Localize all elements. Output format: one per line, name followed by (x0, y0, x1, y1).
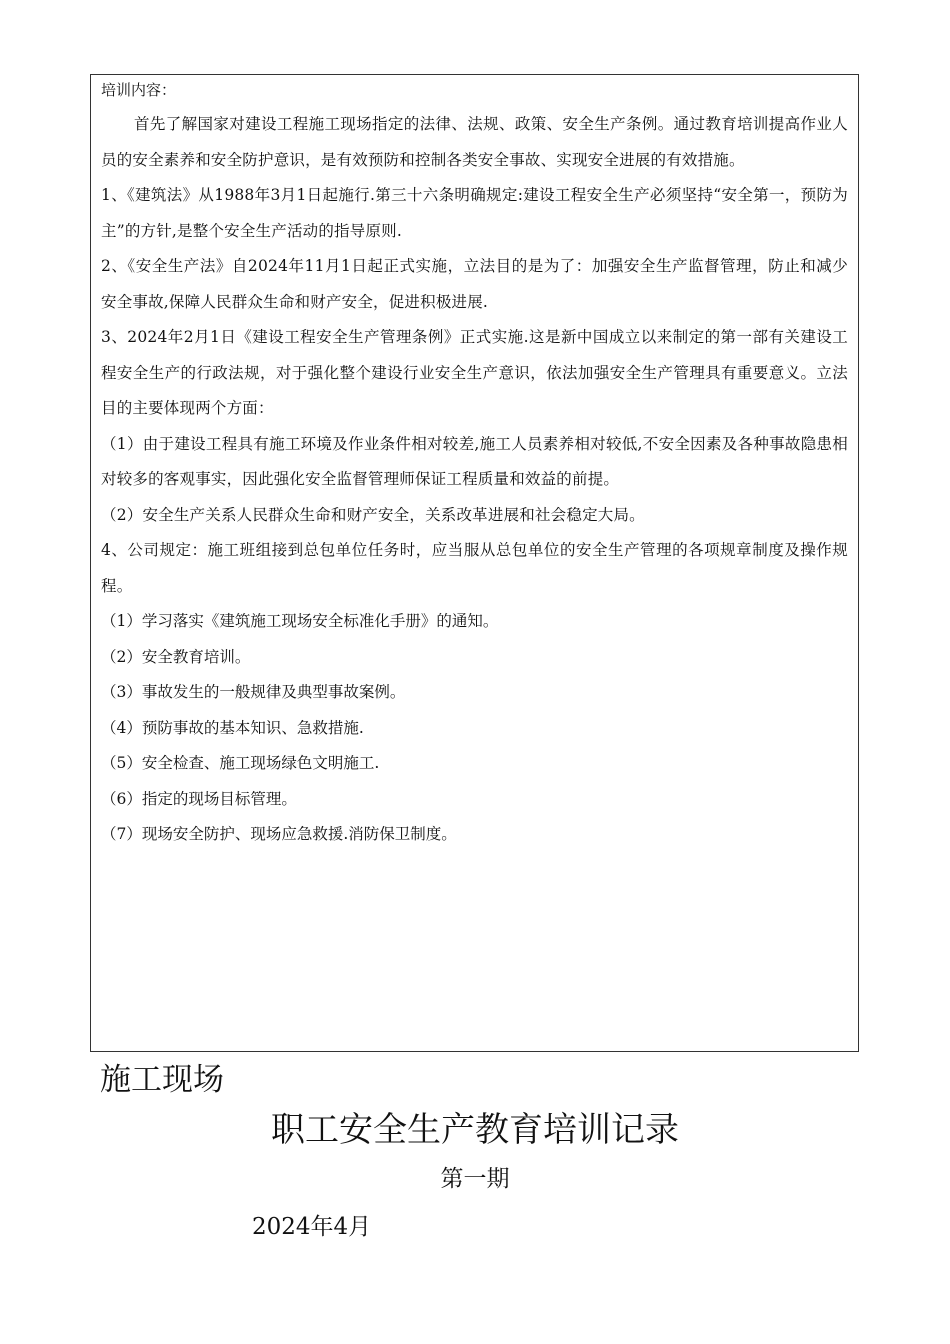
cover-top-line: 施工现场 (100, 1062, 224, 1098)
sub-item-3: （3）事故发生的一般规律及典型事故案例。 (101, 683, 406, 701)
training-item-3: 3、2024年2月1日《建设工程安全生产管理条例》正式实施.这是新中国成立以来制定的第一部有关建设工程安全生产的行政法规，对于强化整个建设行业安全生产意识，依法加强安全生产管理具有重要意义。立法目的主要体现两个方面： (101, 328, 848, 417)
cover-date: 2024年4月 (252, 1214, 372, 1240)
training-item-2: 2、《安全生产法》自2024年11月1日起正式实施，立法目的是为了：加强安全生产监督管理，防止和减少安全事故,保障人民群众生命和财产安全，促进积极进展. (101, 257, 848, 311)
training-item-3-2: （2）安全生产关系人民群众生命和财产安全，关系改革进展和社会稳定大局。 (101, 505, 645, 524)
cover-period: 第一期 (440, 1166, 510, 1192)
sub-item-6: （6）指定的现场目标管理。 (101, 789, 297, 808)
sub-item-1: （1）学习落实《建筑施工现场安全标准化手册》的通知。 (101, 612, 499, 630)
training-item-4: 4、公司规定：施工班组接到总包单位任务时，应当服从总包单位的安全生产管理的各项规章制度及操作规程。 (101, 541, 848, 595)
cover-title: 职工安全生产教育培训记录 (271, 1110, 679, 1150)
sub-item-4: （4）预防事故的基本知识、急救措施. (101, 718, 364, 737)
sub-item-7: （7）现场安全防护、现场应急救援.消防保卫制度。 (101, 825, 457, 843)
training-heading: 培训内容： (101, 81, 177, 99)
sub-item-2: （2）安全教育培训。 (101, 647, 251, 666)
training-item-1: 1、《建筑法》从1988年3月1日起施行.第三十六条明确规定:建设工程安全生产必须坚持“安全第一，预防为主”的方针,是整个安全生产活动的指导原则. (101, 186, 848, 240)
training-item-3-1: （1）由于建设工程具有施工环境及作业条件相对较差,施工人员素养相对较低,不安全因素及各种事故隐患相对较多的客观事实，因此强化安全监督管理师保证工程质量和效益的前提。 (101, 434, 848, 488)
training-content-box (90, 74, 859, 1052)
training-intro: 首先了解国家对建设工程施工现场指定的法律、法规、政策、安全生产条例。通过教育培训提高作业人员的安全素养和安全防护意识，是有效预防和控制各类安全事故、实现安全进展的有效措施。 (101, 115, 848, 169)
sub-item-5: （5）安全检查、施工现场绿色文明施工. (101, 754, 380, 772)
